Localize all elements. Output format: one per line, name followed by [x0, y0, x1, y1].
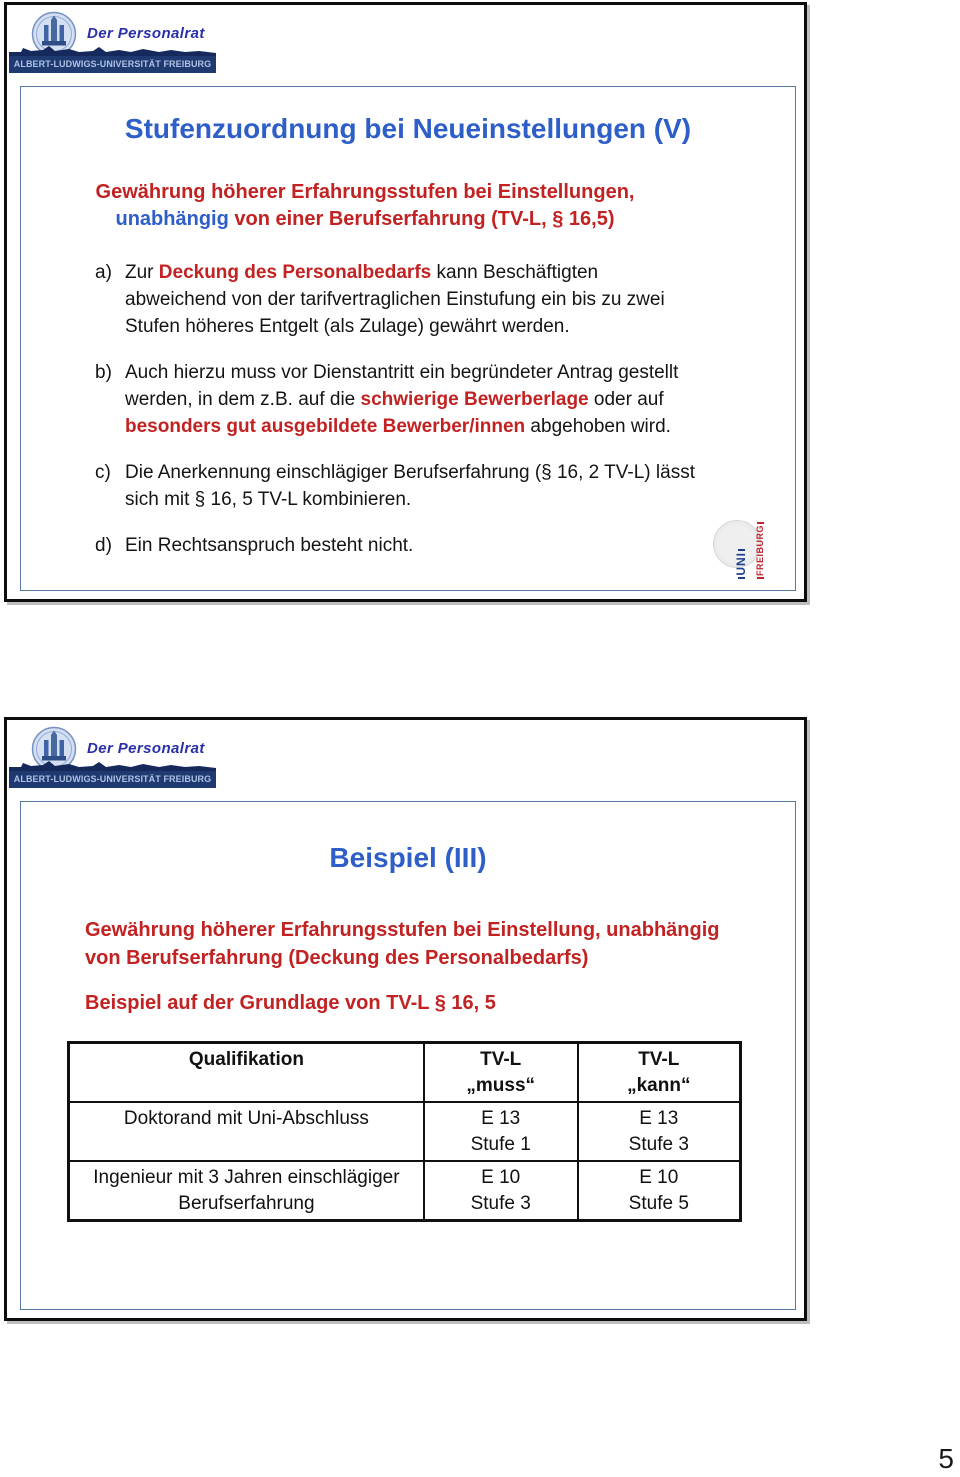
university-banner: ALBERT-LUDWIGS-UNIVERSITÄT FREIBURG — [9, 56, 216, 73]
slide-1 — [4, 2, 807, 602]
list-item-a — [95, 259, 795, 340]
header-cell-tvl-muss — [424, 1043, 578, 1103]
text-segment-highlight: schwierige Bewerberlage — [360, 389, 589, 410]
cell-qualification — [69, 1102, 424, 1161]
text-segment: abweichend von der tarifvertraglichen Einstufung ein bis zu zwei — [125, 289, 665, 310]
slide-1-title: Stufenzuordnung bei Neueinstellungen (V) — [124, 113, 692, 144]
uni-text-column — [735, 548, 747, 580]
personalrat-label: Der Personalrat — [87, 25, 205, 42]
page-number: 5 — [938, 1443, 954, 1474]
university-logo-block — [7, 724, 219, 796]
list-item-text — [125, 532, 761, 559]
subtitle-line-2-blue: unabhängig — [115, 208, 229, 230]
slide-2-title: Beispiel (III) — [329, 842, 487, 873]
city-skyline-icon — [9, 43, 216, 56]
logo-dash — [757, 522, 764, 524]
personalrat-label: Der Personalrat — [87, 740, 205, 757]
text-segment: sich mit § 16, 5 TV-L kombinieren. — [125, 489, 412, 510]
slide-2-intro — [85, 916, 795, 972]
cell-kann — [578, 1161, 741, 1221]
table-row — [69, 1102, 741, 1161]
text-segment: Die Anerkennung einschlägiger Berufserfahrung (§ 16, 2 TV-L) lässt — [125, 462, 695, 483]
university-logo-block — [7, 9, 219, 81]
header-line — [74, 1073, 419, 1099]
list-marker: a) — [95, 262, 112, 283]
list-marker: c) — [95, 462, 111, 483]
slide-2-content-box — [20, 801, 796, 1310]
cell-muss — [424, 1102, 578, 1161]
cell-line: Berufserfahrung — [178, 1193, 315, 1214]
list-item-b — [95, 359, 795, 440]
slide-1-subtitle — [85, 179, 645, 233]
subtitle-line-2-rest: von einer Berufserfahrung (TV-L, § 16,5) — [228, 208, 615, 230]
text-segment: Stufen höheres Entgelt (als Zulage) gewährt werden. — [125, 316, 570, 337]
table-header-row — [69, 1043, 741, 1103]
slide-1-content-box — [20, 86, 796, 591]
university-banner: ALBERT-LUDWIGS-UNIVERSITÄT FREIBURG — [9, 771, 216, 788]
slide-2 — [4, 717, 807, 1321]
cell-line: Stufe 1 — [470, 1134, 531, 1155]
text-segment: Zur — [125, 262, 159, 283]
header-line: „muss“ — [466, 1075, 536, 1096]
cell-line: Doktorand mit Uni-Abschluss — [123, 1108, 369, 1129]
header-cell-qualifikation — [69, 1043, 424, 1103]
list-item-text — [125, 259, 761, 340]
list-item-c — [95, 459, 795, 513]
header-line: TV-L — [480, 1049, 522, 1070]
cell-kann — [578, 1102, 741, 1161]
cell-line: E 13 — [639, 1108, 679, 1129]
text-segment: kann Beschäftigten — [431, 262, 599, 283]
cell-line: E 13 — [481, 1108, 521, 1129]
freiburg-text-column — [756, 521, 765, 580]
cell-line: E 10 — [481, 1167, 521, 1188]
cell-line — [74, 1132, 419, 1158]
list-item-text — [125, 359, 761, 440]
intro-line-2: von Berufserfahrung (Deckung des Personalbedarfs) — [85, 947, 589, 969]
cell-line: Stufe 5 — [628, 1193, 689, 1214]
cell-qualification — [69, 1161, 424, 1221]
logo-dash — [738, 577, 745, 579]
text-segment: werden, in dem z.B. auf die — [125, 389, 361, 410]
text-segment-highlight: Deckung des Personalbedarfs — [158, 262, 432, 283]
header-cell-tvl-kann — [578, 1043, 741, 1103]
text-segment: oder auf — [588, 389, 664, 410]
example-table — [67, 1041, 742, 1222]
subtitle-line-1: Gewährung höherer Erfahrungsstufen bei Einstellungen, — [95, 181, 635, 203]
text-segment: Auch hierzu muss vor Dienstantritt ein begründeter Antrag gestellt — [125, 362, 679, 383]
list-item-d — [95, 532, 795, 559]
freiburg-label: FREIBURG — [755, 525, 765, 576]
example-table-wrapper — [67, 1041, 795, 1222]
slide-2-basis-line: Beispiel auf der Grundlage von TV-L § 16, 5 — [85, 992, 496, 1014]
text-segment-highlight: besonders gut ausgebildete Bewerber/innen — [125, 416, 526, 437]
header-line: „kann“ — [627, 1075, 691, 1096]
intro-line-1: Gewährung höherer Erfahrungsstufen bei Einstellung, unabhängig — [85, 919, 720, 941]
cell-muss — [424, 1161, 578, 1221]
list-item-text — [125, 459, 761, 513]
uni-freiburg-logo — [725, 522, 773, 580]
cell-line: Ingenieur mit 3 Jahren einschlägiger — [93, 1167, 400, 1188]
header-line: TV-L — [638, 1049, 680, 1070]
header-line: Qualifikation — [188, 1049, 304, 1070]
slide-1-list — [95, 259, 795, 559]
text-segment: abgehoben wird. — [525, 416, 671, 437]
cell-line: Stufe 3 — [470, 1193, 531, 1214]
cell-line: Stufe 3 — [628, 1134, 689, 1155]
list-marker: d) — [95, 535, 112, 556]
table-row — [69, 1161, 741, 1221]
city-skyline-icon — [9, 758, 216, 771]
uni-label: UNI — [734, 552, 748, 576]
logo-dash — [757, 577, 764, 579]
text-segment: Ein Rechtsanspruch besteht nicht. — [125, 535, 414, 556]
list-marker: b) — [95, 362, 112, 383]
cell-line: E 10 — [639, 1167, 679, 1188]
